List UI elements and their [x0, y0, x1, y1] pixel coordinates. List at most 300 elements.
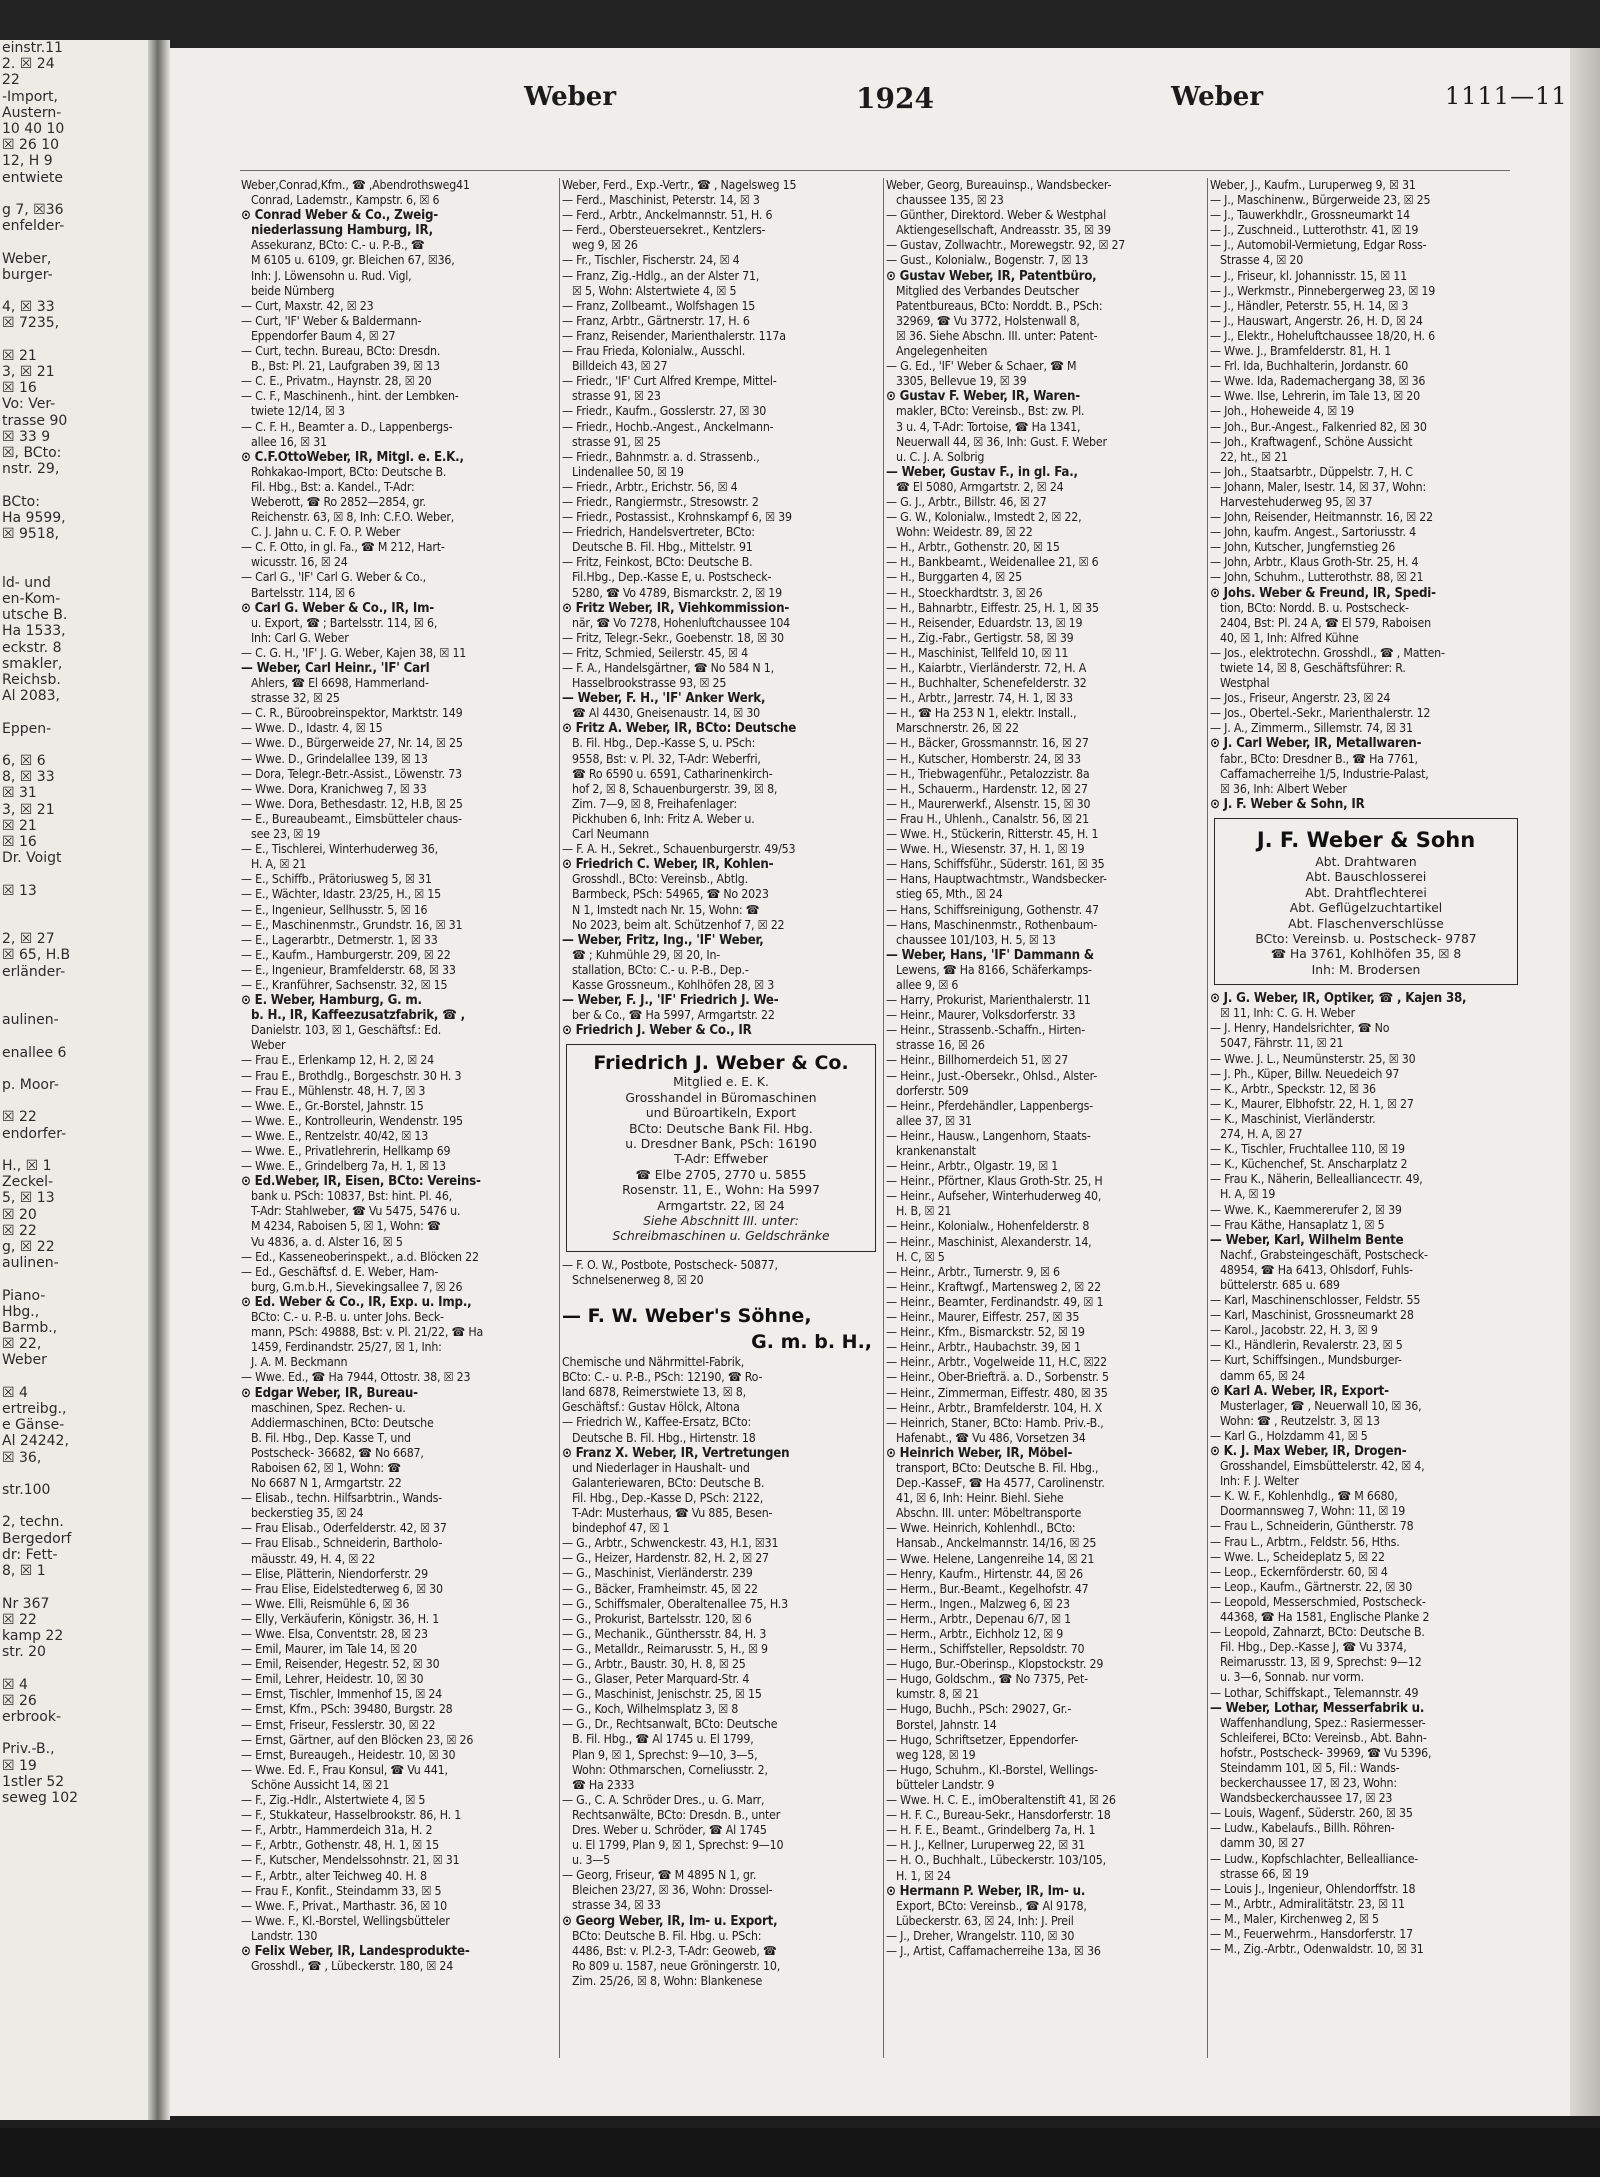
directory-entry: Nachf., Grabsteingeschäft, Postscheck- [1220, 1247, 1428, 1262]
directory-entry: — Wwe. K., Kaemmererufer 2, ☒ 39 [1210, 1202, 1402, 1217]
directory-entry: — Fr., Tischler, Fischerstr. 24, ☒ 4 [562, 253, 740, 268]
directory-entry: Musterlager, ☎ , Neuerwall 10, ☒ 36, [1220, 1398, 1422, 1413]
directory-entry: — Louis, Wagenf., Süderstr. 260, ☒ 35 [1210, 1806, 1413, 1821]
directory-entry: — Heinr., Pförtner, Klaus Groth-Str. 25, H [886, 1174, 1103, 1189]
directory-entry: — Heinr., Just.-Obersekr., Ohlsd., Alster- [886, 1068, 1098, 1083]
advert-line: Chemische und Nährmittel-Fabrik, [562, 1355, 745, 1370]
previous-page-line: ☒ 16 [2, 380, 37, 397]
directory-entry: u. Export, ☎ ; Bartelsstr. 114, ☒ 6, [251, 615, 438, 630]
directory-entry: — Ernst, Kfm., PSch: 39480, Burgstr. 28 [241, 1702, 453, 1717]
previous-page-line: 6, ☒ 6 [2, 752, 46, 769]
previous-page-line: Reichsb. [2, 671, 61, 688]
advert-line: land 6878, Reimerstwiete 13, ☒ 8, [562, 1385, 746, 1400]
firm-entry: — Weber, Gustav F., in gl. Fa., [886, 464, 1078, 480]
directory-entry: — G., C. A. Schröder Dres., u. G. Marr, [562, 1792, 765, 1807]
directory-entry: beckerchaussee 17, ☒ 23, Wohn: [1220, 1776, 1397, 1791]
directory-entry: — Heinr., Arbtr., Olgastr. 19, ☒ 1 [886, 1159, 1059, 1174]
directory-entry: — Wwe. Ed. F., Frau Konsul, ☎ Vu 441, [241, 1762, 448, 1777]
directory-entry: 44368, ☎ Ha 1581, Englische Planke 2 [1220, 1610, 1430, 1625]
previous-page-line: einstr.11 [2, 40, 63, 56]
directory-entry: Doormannsweg 7, Wohn: 11, ☒ 19 [1220, 1504, 1406, 1519]
advert-line: u. Dresdner Bank, PSch: 16190 [625, 1136, 817, 1151]
advert-fw-weber-soehne [562, 1303, 880, 1415]
directory-entry: Eppendorfer Baum 4, ☒ 27 [251, 328, 396, 343]
directory-entry: — Friedrich, Handelsvertreter, BCto: [562, 525, 755, 540]
directory-entry: und Niederlager in Haushalt- und [572, 1460, 750, 1475]
previous-page-line: Dr. Voigt [2, 850, 62, 867]
directory-entry: Vu 4836, a. d. Alster 16, ☒ 5 [251, 1234, 403, 1249]
directory-entry: Barmbeck, PSch: 54965, ☎ No 2023 [572, 887, 769, 902]
directory-entry: — F., Zig.-Hdlr., Alstertwiete 4, ☒ 5 [241, 1793, 426, 1808]
directory-entry: ☎ ; Kuhmühle 29, ☒ 20, In- [572, 947, 721, 962]
previous-page-line: Barmb., [2, 1320, 58, 1337]
directory-entry: — E., Lagerarbtr., Detmerstr. 1, ☒ 33 [241, 932, 438, 947]
directory-entry: — G. Ed., 'IF' Weber & Schaer, ☎ M [886, 359, 1077, 374]
directory-entry: see 23, ☒ 19 [251, 827, 321, 842]
directory-entry: Hafenabt., ☎ Vu 486, Vorsetzen 34 [896, 1430, 1086, 1445]
previous-page-line [0, 1498, 148, 1514]
directory-entry: — Frau L., Arbtrn., Feldstr. 56, Hths. [1210, 1534, 1400, 1549]
directory-entry: — Curt, 'IF' Weber & Baldermann- [241, 313, 422, 328]
directory-entry: — Frau Käthe, Hansaplatz 1, ☒ 5 [1210, 1217, 1385, 1232]
directory-entry: Angelegenheiten [896, 344, 988, 359]
firm-entry: — Weber, Lothar, Messerfabrik u. [1210, 1700, 1425, 1716]
header-rule [240, 170, 1510, 171]
previous-page-line: Piano- [2, 1287, 46, 1304]
directory-entry: — Friedr., Postassist., Krohnskampf 6, ☒ 39 [562, 510, 792, 525]
previous-page-line: str. 20 [2, 1644, 46, 1661]
directory-entry: Dep.-KasseF, ☎ Ha 4577, Carolinenstr. [896, 1476, 1105, 1491]
previous-page-line: p. Moor- [2, 1077, 59, 1093]
directory-entry: — Wwe. E., Privatlehrerin, Hellkamp 69 [241, 1144, 451, 1158]
directory-entry: — H., Maurerwerkf., Alsenstr. 15, ☒ 30 [886, 796, 1091, 811]
previous-page-line: 5, ☒ 13 [2, 1190, 55, 1207]
directory-entry: — G., Arbtr., Schwenckestr. 43, H.1, ☒31 [562, 1536, 779, 1551]
directory-entry: Rohkakao-Import, BCto: Deutsche B. [251, 464, 447, 479]
column-divider [883, 178, 884, 2058]
directory-entry: Wohn: ☎ , Reutzelstr. 3, ☒ 13 [1220, 1413, 1380, 1428]
directory-entry: — Carl G., 'IF' Carl G. Weber & Co., [241, 570, 426, 585]
directory-entry: — G., Heizer, Hardenstr. 82, H. 2, ☒ 27 [562, 1551, 769, 1566]
directory-entry: — Henry, Kaufm., Hirtenstr. 44, ☒ 26 [886, 1566, 1083, 1581]
directory-entry: strasse 32, ☒ 25 [251, 691, 340, 706]
firm-entry: — Weber, Hans, 'IF' Dammann & [886, 947, 1094, 963]
previous-page-line: ☒ 16 [2, 833, 37, 850]
advert-line: Schreibmaschinen u. Geldschränke [612, 1229, 830, 1244]
directory-entry: — E., Schiffb., Prätoriusweg 5, ☒ 31 [241, 872, 432, 887]
directory-entry: Weber, Georg, Bureauinsp., Wandsbecker- [886, 178, 1112, 192]
directory-entry: när, ☎ Vo 7278, Hohenluftchaussee 104 [572, 615, 790, 630]
directory-entry: — Wwe. Elli, Reismühle 6, ☒ 36 [241, 1596, 410, 1611]
directory-entry: — Herm., Arbtr., Depenau 6/7, ☒ 1 [886, 1611, 1071, 1626]
directory-entry: Hasselbrookstrasse 93, ☒ 25 [572, 676, 727, 691]
directory-entry: — Wwe. L., Scheideplatz 5, ☒ 22 [1210, 1549, 1385, 1564]
directory-entry: — Frau Frieda, Kolonialw., Ausschl. [562, 344, 746, 359]
directory-entry: — Wwe. Dora, Kranichweg 7, ☒ 33 [241, 781, 427, 796]
directory-entry: u. 3—5 [572, 1853, 610, 1868]
directory-entry: — G., Schiffsmaler, Oberaltenallee 75, H.3 [562, 1596, 788, 1611]
directory-entry: Inh: J. Löwensohn u. Rud. Vigl, [251, 268, 412, 283]
directory-entry: — Wwe. H., Wiesenstr. 37, H. 1, ☒ 19 [886, 842, 1085, 857]
firm-entry: ⊙ Karl A. Weber, IR, Export- [1210, 1383, 1389, 1399]
directory-entry: 1459, Ferdinandstr. 25/27, ☒ 1, Inh: [251, 1340, 442, 1355]
advert-title: J. F. Weber & Sohn [1256, 827, 1476, 852]
directory-entry: Weberott, ☎ Ro 2852—2854, gr. [251, 494, 426, 509]
previous-page-line [0, 1028, 148, 1044]
advert-line: ☎ Ha 3761, Kohlhöfen 35, ☒ 8 [1270, 947, 1462, 962]
directory-entry: J. A. M. Beckmann [251, 1355, 348, 1370]
directory-entry: — Jos., Friseur, Angerstr. 23, ☒ 24 [1210, 691, 1391, 706]
previous-page-line: 3, ☒ 21 [2, 364, 55, 381]
previous-page-line: burger- [2, 266, 53, 283]
directory-entry: — Heinr., Strassenb.-Schaffn., Hirten- [886, 1023, 1086, 1038]
directory-entry: — Hugo, Buchh., PSch: 29027, Gr.- [886, 1702, 1072, 1717]
directory-entry: No 2023, beim alt. Schützenhof 7, ☒ 22 [572, 917, 785, 932]
header-surname-left: Weber [524, 82, 617, 112]
directory-entry: — Gustav, Zollwachtr., Morewegstr. 92, ☒ 27 [886, 238, 1126, 253]
directory-entry: tion, BCto: Nordd. B. u. Postscheck- [1220, 600, 1409, 615]
directory-entry: — Wwe. D., Grindelallee 139, ☒ 13 [241, 751, 428, 766]
directory-entry: — Leopold, Messerschmied, Postscheck- [1210, 1594, 1426, 1609]
directory-entry: — C. F. H., Beamter a. D., Lappenbergs- [241, 419, 453, 434]
directory-entry: Fil.Hbg., Dep.-Kasse E, u. Postscheck- [572, 570, 772, 585]
directory-entry: — Karl G., Holzdamm 41, ☒ 5 [1210, 1428, 1368, 1443]
directory-entry: Rechtsanwälte, BCto: Dresdn. B., unter [572, 1807, 781, 1822]
previous-page-line: Nr 367 [2, 1595, 50, 1612]
directory-entry: — John, Kutscher, Jungfernstieg 26 [1210, 540, 1396, 555]
directory-entry: ber & Co., ☎ Ha 5997, Armgartstr. 22 [572, 1008, 775, 1023]
directory-entry: — Heinr., Arbtr., Haubachstr. 39, ☒ 1 [886, 1340, 1081, 1355]
directory-entry: mäusstr. 49, H. 4, ☒ 22 [251, 1551, 376, 1566]
directory-entry: B. Fil. Hbg., Dep.-Kasse S, u. PSch: [572, 736, 756, 751]
directory-entry: — F., Stukkateur, Hasselbrookstr. 86, H. 1 [241, 1808, 462, 1823]
directory-entry: Westphal [1220, 676, 1270, 691]
directory-entry: — Frau E., Erlenkamp 12, H. 2, ☒ 24 [241, 1053, 434, 1068]
directory-entry: 274, H. A, ☒ 27 [1220, 1127, 1303, 1142]
firm-entry: ⊙ Felix Weber, IR, Landesprodukte- [241, 1943, 470, 1959]
advert-friedrich-j-weber [566, 1044, 876, 1251]
directory-entry: — Friedr., Arbtr., Erichstr. 56, ☒ 4 [562, 479, 738, 494]
directory-entry: — H., Arbtr., Jarrestr. 74, H. 1, ☒ 33 [886, 691, 1073, 706]
directory-entry: — C. E., Privatm., Haynstr. 28, ☒ 20 [241, 374, 432, 389]
directory-entry: — G. W., Kolonialw., Imstedt 2, ☒ 22, [886, 510, 1082, 525]
directory-entry: — Frl. Ida, Buchhalterin, Jordanstr. 60 [1210, 359, 1409, 374]
directory-entry: Zim. 7—9, ☒ 8, Freihafenlager: [572, 796, 737, 811]
previous-page-line: ☒ 36, [2, 1449, 42, 1466]
directory-entry: T-Adr: Stahlweber, ☎ Vu 5475, 5476 u. [251, 1204, 461, 1219]
book-gutter [148, 40, 170, 2120]
directory-entry: No 6687 N 1, Armgartstr. 22 [251, 1476, 402, 1491]
previous-page-line [0, 899, 148, 915]
directory-entry: Bartelsstr. 114, ☒ 6 [251, 585, 356, 600]
firm-entry: ⊙ J. F. Weber & Sohn, IR [1210, 796, 1365, 812]
directory-entry: beide Nürnberg [251, 283, 335, 298]
directory-entry: — Heinr., Kfm., Bismarckstr. 52, ☒ 19 [886, 1325, 1085, 1340]
directory-entry: — F., Arbtr., Hammerdeich 31a, H. 2 [241, 1823, 433, 1838]
previous-page-line [0, 559, 148, 575]
previous-page-line: kamp 22 [2, 1627, 64, 1644]
directory-entry: — Frau Elisab., Schneiderin, Bartholo- [241, 1536, 443, 1551]
previous-page-line: -Import, [2, 88, 58, 105]
directory-entry: 48954, ☎ Ha 6413, Ohlsdorf, Fuhls- [1220, 1262, 1413, 1277]
header-year: 1924 [856, 82, 934, 115]
previous-page-line: enallee 6 [2, 1044, 67, 1061]
directory-entry: — E., Kaufm., Hamburgerstr. 209, ☒ 22 [241, 947, 451, 962]
directory-entry: maschinen, Spez. Rechen- u. [251, 1400, 406, 1415]
directory-entry: — Gust., Kolonialw., Bogenstr. 7, ☒ 13 [886, 253, 1089, 268]
previous-page-line: Zeckel- [2, 1174, 54, 1191]
advert-line: Siehe Abschnitt III. unter: [643, 1214, 799, 1228]
directory-entry: H. B, ☒ 21 [896, 1204, 952, 1219]
directory-entry: Weber,Conrad,Kfm., ☎ ,Abendrothsweg41 [241, 178, 470, 192]
directory-entry: Reimarusstr. 13, ☒ 9, Sprechst: 9—12 [1220, 1655, 1422, 1670]
directory-entry: Schöne Aussicht 14, ☒ 21 [251, 1777, 390, 1792]
previous-page-line [0, 1725, 148, 1741]
previous-page-line: ertreibg., [2, 1401, 67, 1418]
directory-entry: Grosshdl., ☎ , Lübeckerstr. 180, ☒ 24 [251, 1959, 454, 1974]
advert-line: Geschäftsf.: Gustav Hölck, Altona [562, 1400, 740, 1415]
previous-page-line: nstr. 29, [2, 461, 60, 478]
directory-entry: — Karl, Maschinist, Grossneumarkt 28 [1210, 1308, 1414, 1323]
directory-entry: — G., Bäcker, Framheimstr. 45, ☒ 22 [562, 1581, 758, 1596]
directory-entry: Reichenstr. 63, ☒ 8, Inh: C.F.O. Weber, [251, 510, 455, 525]
directory-entry: — Wwe. Ida, Rademachergang 38, ☒ 36 [1210, 374, 1426, 389]
directory-entry: — Heinr., Zimmerman, Eiffestr. 480, ☒ 35 [886, 1385, 1108, 1400]
directory-entry: — Jos., elektrotechn. Grosshdl., ☎ , Matten- [1210, 645, 1445, 660]
directory-entry: Borstel, Jahnstr. 14 [896, 1717, 997, 1732]
directory-entry: — J., Friseur, kl. Johannisstr. 15, ☒ 11 [1210, 268, 1407, 283]
directory-entry: Deutsche B. Fil. Hbg., Mittelstr. 91 [572, 540, 753, 555]
previous-page-line [0, 1579, 148, 1595]
directory-entry: — Joh., Bur.-Angest., Falkenried 82, ☒ 30 [1210, 419, 1427, 434]
directory-entry: — Ludw., Kabelaufs., Billh. Röhren- [1210, 1821, 1395, 1836]
previous-page-sliver [0, 40, 148, 2120]
directory-entry: — Hugo, Schuhm., Kl.-Borstel, Wellings- [886, 1762, 1098, 1777]
directory-entry: — H. F. E., Beamt., Grindelberg 7a, H. 1 [886, 1823, 1096, 1838]
directory-entry: BCto: C.- u. P.-B. u. unter Johs. Beck- [251, 1310, 444, 1325]
directory-entry: Conrad, Lademstr., Kampstr. 6, ☒ 6 [251, 193, 440, 208]
directory-entry: Carl Neumann [572, 827, 649, 842]
directory-entry: 3305, Bellevue 19, ☒ 39 [896, 374, 1027, 389]
firm-entry: ⊙ Friedrich C. Weber, IR, Kohlen- [562, 857, 774, 873]
advert-line: Rosenstr. 11, E., Wohn: Ha 5997 [622, 1183, 820, 1198]
advert-line: und Büroartikeln, Export [645, 1106, 797, 1121]
directory-entry: ☎ Ro 6590 u. 6591, Catharinenkirch- [572, 766, 773, 781]
directory-entry: allee 37, ☒ 31 [896, 1113, 972, 1128]
directory-entry: twiete 12/14, ☒ 3 [251, 404, 345, 419]
previous-page-line: Weber [2, 1352, 47, 1369]
previous-page-line [0, 1061, 148, 1077]
previous-page-line: Eppen- [2, 720, 52, 737]
directory-entry: — Heinr., Maurer, Eiffestr. 257, ☒ 35 [886, 1310, 1080, 1325]
directory-entry: — Heinr., Maurer, Volksdorferstr. 33 [886, 1008, 1076, 1023]
directory-entry: u. El 1799, Plan 9, ☒ 1, Sprechst: 9—10 [572, 1838, 784, 1853]
directory-entry: — J., Maschinenw., Bürgerweide 23, ☒ 25 [1210, 193, 1431, 208]
previous-page-line: ☒ 13 [2, 882, 37, 899]
previous-page-line: 2, techn. [2, 1514, 64, 1531]
directory-entry: — Joh., Staatsarbtr., Düppelstr. 7, H. C [1210, 464, 1413, 479]
previous-page-line [0, 1271, 148, 1287]
directory-entry: transport, BCto: Deutsche B. Fil. Hbg., [896, 1460, 1099, 1475]
firm-entry: ⊙ Johs. Weber & Freund, IR, Spedi- [1210, 585, 1436, 601]
previous-page-line: ☒ 22, [2, 1336, 42, 1353]
firm-entry: ⊙ J. Carl Weber, IR, Metallwaren- [1210, 736, 1422, 752]
directory-entry: Danielstr. 103, ☒ 1, Geschäftsf.: Ed. [251, 1023, 442, 1038]
directory-entry: H. 1, ☒ 24 [896, 1868, 951, 1883]
previous-page-line: 3, ☒ 21 [2, 801, 55, 818]
directory-entry: wicusstr. 16, ☒ 24 [251, 555, 348, 570]
directory-entry: Aktiengesellschaft, Andreasstr. 35, ☒ 39 [896, 223, 1111, 238]
directory-entry: — Curt, Maxstr. 42, ☒ 23 [241, 298, 374, 313]
directory-entry: u. C. J. A. Solbrig [896, 449, 985, 464]
directory-entry: Weber [251, 1038, 286, 1053]
directory-entry: stieg 65, Mth., ☒ 24 [896, 887, 1003, 902]
previous-page-line: Hbg., [2, 1303, 40, 1320]
directory-entry: H. C, ☒ 5 [896, 1249, 945, 1264]
directory-entry: T-Adr: Musterhaus, ☎ Vu 885, Besen- [572, 1506, 773, 1521]
directory-entry: — Elise, Plätterin, Niendorferstr. 29 [241, 1566, 428, 1581]
previous-page-line: ☒ 22 [2, 1222, 37, 1239]
directory-entry: — Wwe. J., Bramfelderstr. 81, H. 1 [1210, 344, 1392, 359]
directory-entry: — Fritz, Telegr.-Sekr., Goebenstr. 18, ☒ 30 [562, 630, 784, 645]
firm-entry: ⊙ K. J. Max Weber, IR, Drogen- [1210, 1444, 1407, 1459]
directory-entry: — Ernst, Bureaugeh., Heidestr. 10, ☒ 30 [241, 1747, 456, 1762]
directory-entry: Galanteriewaren, BCto: Deutsche B. [572, 1475, 765, 1490]
firm-entry: ⊙ Carl G. Weber & Co., IR, Im- [241, 600, 434, 616]
previous-page-line: trasse 90 [2, 412, 68, 429]
previous-page-line: utsche B. [2, 607, 68, 624]
directory-entry: 5280, ☎ Vo 4789, Bismarckstr. 2, ☒ 19 [572, 585, 782, 600]
directory-entry: — Heinr., Arbtr., Turnerstr. 9, ☒ 6 [886, 1264, 1060, 1279]
directory-entry: Abschn. III. unter: Möbeltransporte [896, 1506, 1082, 1521]
directory-entry: 32969, ☎ Vu 3772, Holstenwall 8, [896, 313, 1080, 328]
directory-entry: — Heinr., Hausw., Langenhorn, Staats- [886, 1128, 1091, 1143]
firm-entry: — Weber, F. J., 'IF' Friedrich J. We- [562, 993, 779, 1009]
directory-entry: H. A, ☒ 19 [1220, 1187, 1276, 1202]
directory-entry: Billdeich 43, ☒ 27 [572, 359, 668, 374]
firm-entry: — Weber, F. H., 'IF' Anker Werk, [562, 691, 766, 707]
directory-entry: Steindamm 101, ☒ 5, Fil.: Wands- [1220, 1760, 1400, 1775]
firm-entry: ⊙ Franz X. Weber, IR, Vertretungen [562, 1445, 790, 1461]
directory-entry: — H., Bäcker, Grossmannstr. 16, ☒ 27 [886, 736, 1089, 751]
advert-line: Abt. Drahtwaren [1315, 854, 1417, 869]
previous-page-line: eckstr. 8 [2, 639, 62, 656]
previous-page-line: BCto: [2, 493, 40, 510]
directory-entry: 22, ht., ☒ 21 [1220, 449, 1288, 464]
firm-entry: ⊙ C.F.OttoWeber, IR, Mitgl. e. E.K., [241, 449, 464, 465]
directory-entry: Zim. 25/26, ☒ 8, Wohn: Blankenese [572, 1973, 763, 1988]
directory-entry: ☒ 5, Wohn: Alstertwiete 4, ☒ 5 [572, 283, 737, 298]
advert-line: Inh: M. Brodersen [1311, 962, 1421, 977]
firm-entry: ⊙ Gustav F. Weber, IR, Waren- [886, 389, 1080, 405]
directory-entry: — Leop., Eckernförderstr. 60, ☒ 4 [1210, 1564, 1388, 1579]
scanner-background-bottom [0, 2128, 1600, 2177]
previous-page-line: 22 [2, 72, 20, 89]
directory-entry: — Franz, Reisender, Marienthalerstr. 117a [562, 328, 786, 343]
directory-entry: stallation, BCto: C.- u. P.-B., Dep.- [572, 962, 749, 977]
directory-entry: — K., Maurer, Elbhofstr. 22, H. 1, ☒ 27 [1210, 1096, 1414, 1111]
directory-entry: — J., Tauwerkhdlr., Grossneumarkt 14 [1210, 208, 1410, 223]
directory-entry: — G., Arbtr., Baustr. 30, H. 8, ☒ 25 [562, 1656, 746, 1671]
directory-entry: Harvestehuderweg 95, ☒ 37 [1220, 494, 1373, 509]
directory-entry: — Hans, Schiffsführ., Süderstr. 161, ☒ 35 [886, 857, 1105, 872]
directory-entry: ☎ Ha 2333 [572, 1777, 635, 1792]
directory-entry: — Ernst, Gärtner, auf den Blöcken 23, ☒ 26 [241, 1732, 474, 1747]
directory-entry: B., Bst: Pl. 21, Laufgraben 39, ☒ 13 [251, 359, 440, 374]
header-surname-right: Weber [1171, 82, 1264, 112]
directory-entry: — J., Automobil-Vermietung, Edgar Ross- [1210, 238, 1427, 253]
directory-entry: Wandsbeckerchaussee 17, ☒ 23 [1220, 1791, 1393, 1806]
directory-entry: Bleichen 23/27, ☒ 36, Wohn: Drossel- [572, 1883, 773, 1898]
advert-line: Abt. Bauschlosserei [1305, 870, 1427, 885]
directory-entry: — Frau F., Konfit., Steindamm 33, ☒ 5 [241, 1883, 442, 1898]
directory-entry: — Wwe. Dora, Bethesdastr. 12, H.B, ☒ 25 [241, 796, 463, 811]
directory-entry: Landstr. 130 [251, 1928, 318, 1943]
previous-page-line: 2. ☒ 24 [2, 56, 55, 73]
previous-page-line [0, 704, 148, 720]
directory-entry: strasse 16, ☒ 26 [896, 1038, 985, 1053]
directory-entry: — Emil, Lehrer, Heidestr. 10, ☒ 30 [241, 1672, 424, 1687]
previous-page-line: ☒ 9518, [2, 526, 60, 543]
directory-column-2 [562, 178, 880, 2068]
directory-entry: — Heinr., Kolonialw., Hohenfelderstr. 8 [886, 1219, 1090, 1234]
previous-page-line: 1stler 52 [2, 1773, 65, 1790]
directory-entry: — Ernst, Friseur, Fesslerstr. 30, ☒ 22 [241, 1717, 436, 1732]
directory-entry: — M., Maler, Kirchenweg 2, ☒ 5 [1210, 1911, 1379, 1926]
directory-entry: strasse 66, ☒ 19 [1220, 1866, 1309, 1881]
directory-entry: krankenanstalt [896, 1144, 976, 1158]
advert-line: Armgartstr. 22, ☒ 24 [657, 1198, 785, 1213]
previous-page-line [0, 1093, 148, 1109]
previous-page-line: enfelder- [2, 218, 65, 235]
previous-page-line [0, 234, 148, 250]
previous-page-line [0, 915, 148, 931]
directory-entry: — Wwe. E., Kontrolleurin, Wendenstr. 195 [241, 1113, 463, 1128]
directory-entry: — Heinr., Arbtr., Bramfelderstr. 104, H. X [886, 1400, 1103, 1415]
directory-entry: — Heinr., Pferdehändler, Lappenbergs- [886, 1098, 1093, 1113]
directory-entry: Patentbureaus, BCto: Norddt. B., PSch: [896, 298, 1103, 313]
directory-entry: M 4234, Raboisen 5, ☒ 1, Wohn: ☎ [251, 1219, 441, 1234]
firm-entry: ⊙ J. G. Weber, IR, Optiker, ☎ , Kajen 38, [1210, 991, 1467, 1007]
directory-entry: hofstr., Postscheck- 39969, ☎ Vu 5396, [1220, 1745, 1432, 1760]
previous-page-line: Al 2083, [2, 688, 60, 705]
previous-page-line: 8, ☒ 1 [2, 1563, 46, 1580]
directory-entry: — Joh., Hoheweide 4, ☒ 19 [1210, 404, 1354, 419]
previous-page-line: ☒ 22 [2, 1611, 37, 1628]
directory-entry: — Heinr., Maschinist, Alexanderstr. 14, [886, 1234, 1092, 1249]
directory-entry: — Heinr., Arbtr., Vogelweide 11, H.C, ☒22 [886, 1355, 1108, 1370]
directory-entry: — Karl, Maschinenschlosser, Feldstr. 55 [1210, 1293, 1421, 1308]
advert-title: — F. W. Weber's Söhne, [562, 1305, 812, 1328]
directory-entry: — Kl., Händlerin, Revalerstr. 23, ☒ 5 [1210, 1338, 1403, 1353]
directory-entry: — Friedr., 'IF' Curt Alfred Krempe, Mittel- [562, 374, 777, 389]
directory-entry: — F., Arbtr., alter Teichweg 40. H. 8 [241, 1868, 427, 1883]
directory-entry: — Leop., Kaufm., Gärtnerstr. 22, ☒ 30 [1210, 1579, 1413, 1594]
directory-entry: twiete 14, ☒ 8, Geschäftsführer: R. [1220, 661, 1406, 675]
previous-page-line [0, 1369, 148, 1385]
directory-entry: — H., Triebwagenführ., Petalozzistr. 8a [886, 766, 1090, 781]
directory-entry: — G., Maschinist, Vierländerstr. 239 [562, 1566, 753, 1581]
directory-entry: — Frau H., Uhlenh., Canalstr. 56, ☒ 21 [886, 811, 1090, 826]
directory-entry: B. Fil. Hbg., Dep. Kasse T, und [251, 1430, 411, 1445]
directory-entry: — Friedr., Hochb.-Angest., Anckelmann- [562, 419, 774, 434]
directory-entry: — H., Reisender, Eduardstr. 13, ☒ 19 [886, 615, 1083, 630]
previous-page-line: 2, ☒ 27 [2, 931, 55, 948]
previous-page-line [0, 737, 148, 753]
firm-entry: ⊙ Gustav Weber, IR, Patentbüro, [886, 268, 1097, 284]
directory-entry: — Hugo, Schriftsetzer, Eppendorfer- [886, 1732, 1079, 1747]
previous-page-line [0, 542, 148, 558]
